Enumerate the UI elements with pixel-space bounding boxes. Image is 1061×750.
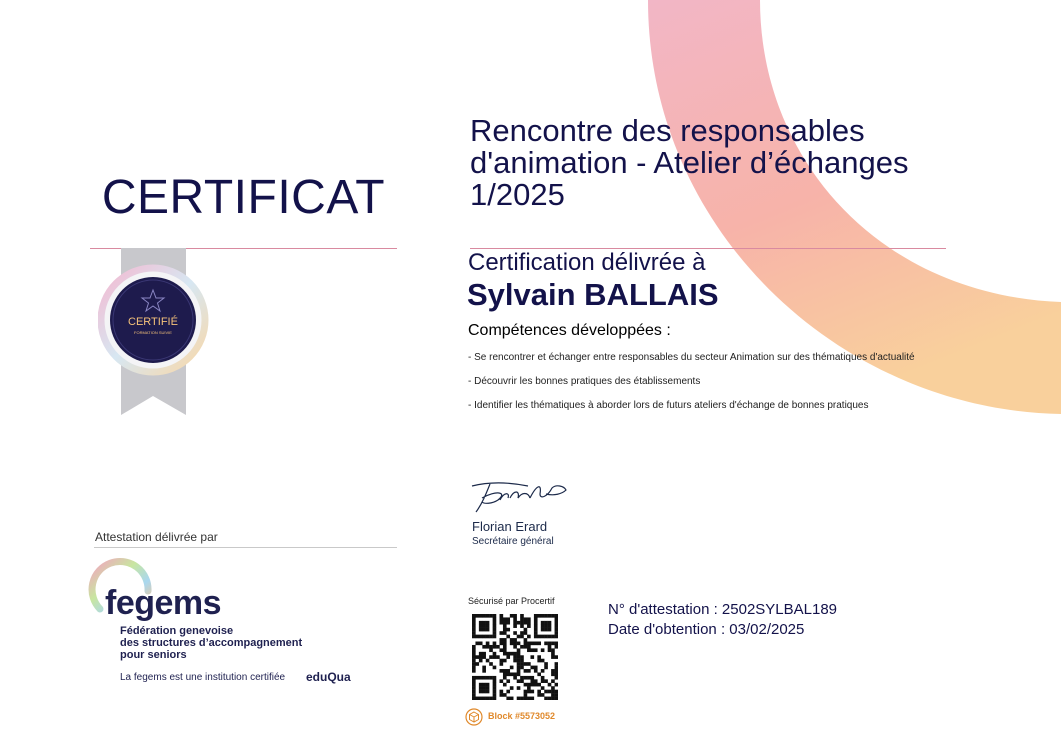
block-number[interactable]: Block #5573052: [488, 711, 556, 721]
skills-label: Compétences développées :: [468, 322, 671, 339]
skill-item: - Identifier les thématiques à aborder lors de futurs ateliers d'échange de bonnes pratiques: [468, 400, 869, 411]
attestation-date: Date d'obtention : 03/02/2025: [608, 621, 805, 638]
blockchain-icon: [465, 708, 483, 726]
badge-sub-text: FORMATION SUIVIE: [134, 330, 172, 335]
certified-badge: [98, 248, 210, 418]
fegems-certified-text: La fegems est une institution certifiée: [120, 672, 286, 683]
issuer-divider: [94, 547, 397, 548]
certificate-title: CERTIFICAT: [101, 171, 386, 224]
skill-item: - Se rencontrer et échanger entre responsables du secteur Animation sur des thématiques d'actualité: [468, 352, 915, 363]
secured-by-label: Sécurisé par Procertif: [468, 596, 555, 606]
course-title: Rencontre des responsables d'animation - Atelier d’échanges 1/2025: [470, 113, 909, 212]
fegems-logo-text: fegems: [105, 584, 222, 622]
signatory-name: Florian Erard: [472, 519, 548, 534]
fegems-full-name-line3: pour seniors: [120, 649, 187, 661]
delivered-to-label: Certification délivrée à: [468, 249, 706, 276]
qr-code-icon[interactable]: [472, 614, 558, 700]
fegems-full-name-line1: Fédération genevoise: [120, 625, 234, 637]
badge-main-text: CERTIFIÉ: [128, 316, 178, 328]
skill-item: - Découvrir les bonnes pratiques des établissements: [468, 376, 701, 387]
signatory-role: Secrétaire général: [472, 536, 554, 547]
signature-image: [468, 478, 568, 518]
recipient-name: Sylvain BALLAIS: [467, 277, 719, 312]
attestation-number: N° d'attestation : 2502SYLBAL189: [608, 601, 838, 618]
eduqua-logo: eduQua: [306, 670, 351, 684]
fegems-full-name-line2: des structures d’accompagnement: [120, 637, 303, 649]
attestation-label: Attestation délivrée par: [95, 530, 218, 544]
